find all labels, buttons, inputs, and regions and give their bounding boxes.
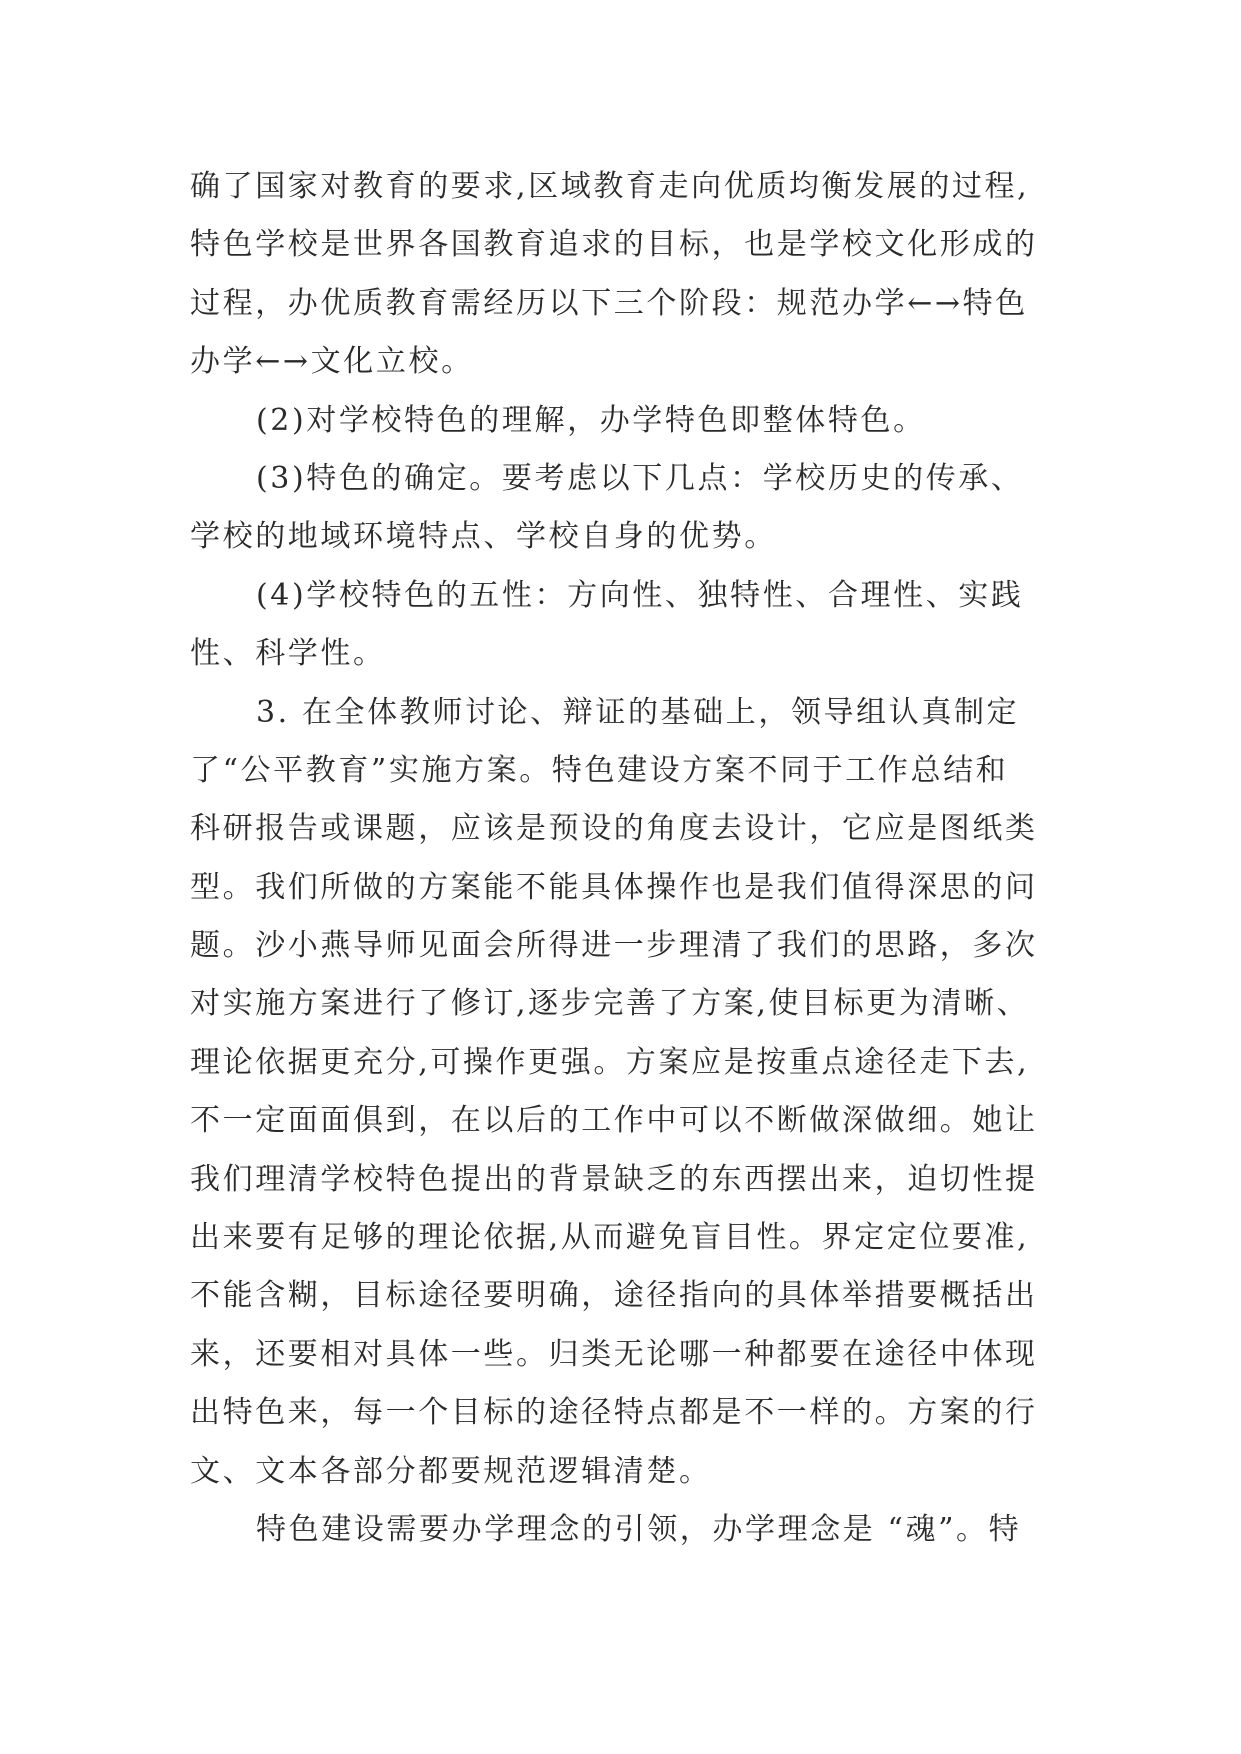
text-line: 学校的地域环境特点、学校自身的优势。 [190, 519, 777, 555]
text-line: 来，还要相对具体一些。归类无论哪一种都要在途径中体现 [190, 1336, 1038, 1372]
text-line: 特色学校是世界各国教育追求的目标，也是学校文化形成的 [190, 227, 1038, 263]
text-line: (2)对学校特色的理解，办学特色即整体特色。 [256, 402, 926, 438]
document-body [190, 158, 1080, 1559]
text-line: 不一定面面俱到，在以后的工作中可以不断做深做细。她让 [190, 1103, 1038, 1139]
text-line: 办学←→文化立校。 [190, 344, 474, 380]
text-line: (3)特色的确定。要考虑以下几点：学校历史的传承、 [256, 460, 1024, 496]
text-line: 出特色来，每一个目标的途径特点都是不一样的。方案的行 [190, 1395, 1038, 1431]
text-line: 型。我们所做的方案能不能具体操作也是我们值得深思的问 [190, 869, 1038, 905]
text-line: 确了国家对教育的要求,区域教育走向优质均衡发展的过程, [190, 169, 1030, 204]
text-line: 3. 在全体教师讨论、辩证的基础上，领导组认真制定 [256, 694, 1020, 730]
text-line: 性、科学性。 [190, 636, 386, 672]
text-line: 出来要有足够的理论依据,从而避免盲目性。界定定位要准, [190, 1220, 1030, 1256]
text-line: 我们理清学校特色提出的背景缺乏的东西摆出来，迫切性提 [190, 1161, 1038, 1197]
text-line: 理论依据更充分,可操作更强。方案应是按重点途径走下去, [190, 1044, 1030, 1080]
text-line: (4)学校特色的五性：方向性、独特性、合理性、实践 [256, 577, 1024, 613]
text-line: 对实施方案进行了修订,逐步完善了方案,使目标更为清晰、 [190, 986, 1030, 1022]
text-line: 了“公平教育”实施方案。特色建设方案不同于工作总结和 [190, 752, 1009, 788]
text-line: 不能含糊，目标途径要明确，途径指向的具体举措要概括出 [190, 1278, 1038, 1314]
text-line: 特色建设需要办学理念的引领，办学理念是 “魂”。特 [256, 1511, 1022, 1547]
text-line: 过程，办优质教育需经历以下三个阶段：规范办学←→特色 [190, 285, 1028, 321]
text-line: 文、文本各部分都要规范逻辑清楚。 [190, 1453, 712, 1489]
text-line: 科研报告或课题，应该是预设的角度去设计，它应是图纸类 [190, 811, 1038, 847]
text-line: 题。沙小燕导师见面会所得进一步理清了我们的思路，多次 [190, 928, 1038, 964]
